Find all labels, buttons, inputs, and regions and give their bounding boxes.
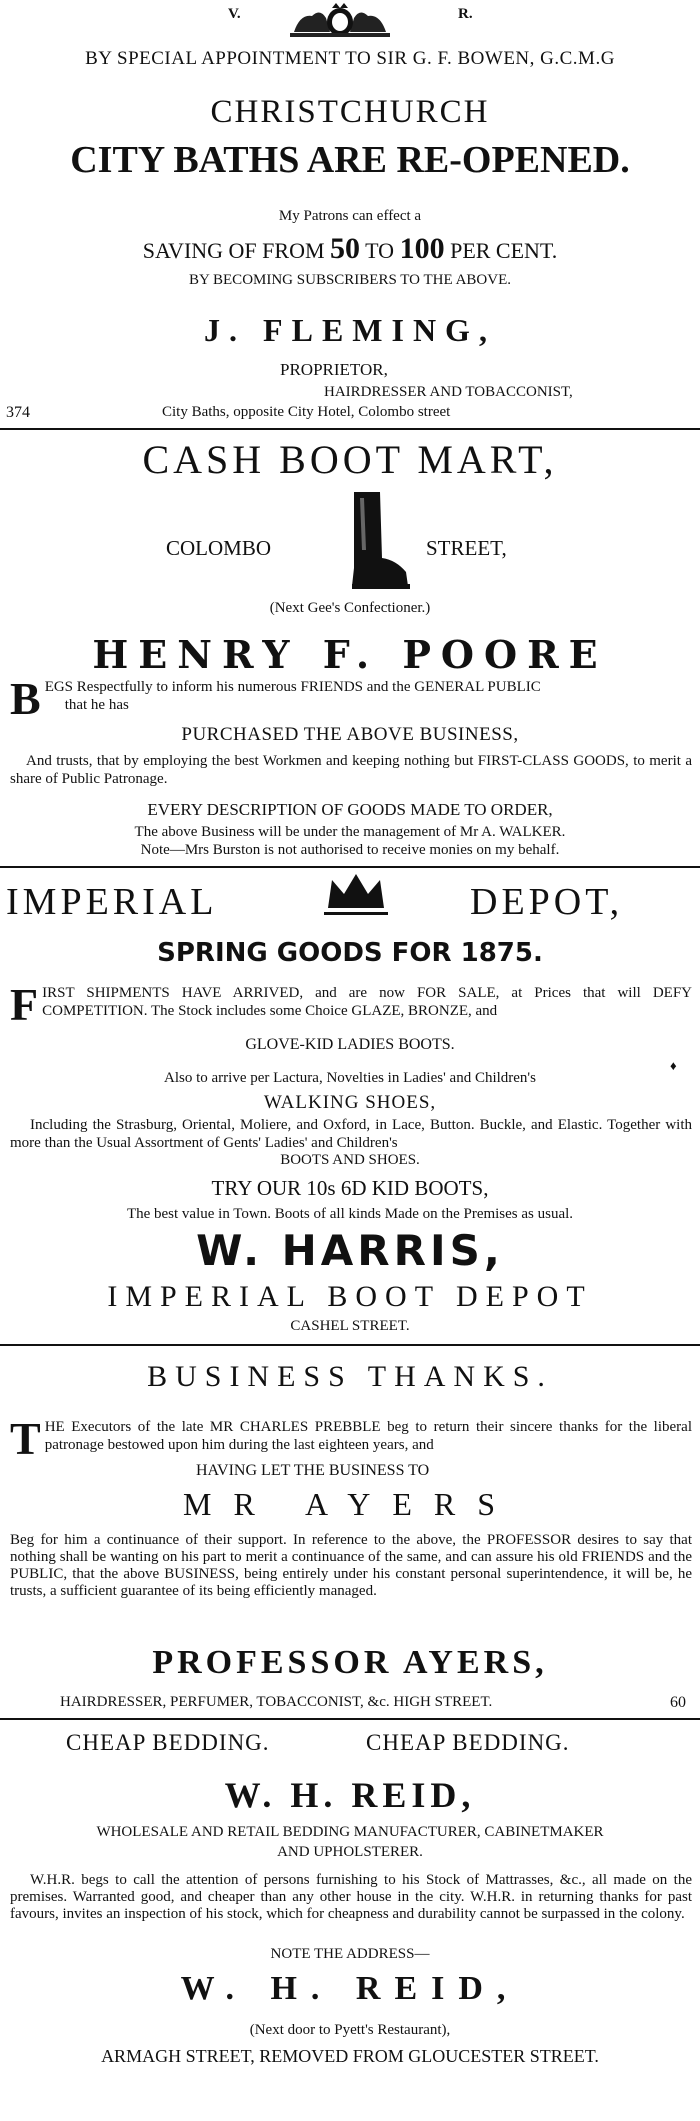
saving-text-b: PER CENT.: [450, 238, 558, 263]
divider-1: [0, 428, 700, 430]
whr-paragraph: W.H.R. begs to call the attention of persons furnishing to his Stock of Mattrasses, &c., all made on the premises. Warranted good, and cheaper than any other house in the city. W.H.R. in returning thanks for past favours, invites an inspection of his stock, which for cheapness and durability cannot be surpassed in the colony.: [10, 1872, 692, 1922]
imperial-boot-depot: IMPERIAL BOOT DEPOT: [107, 1280, 593, 1313]
baths-address: City Baths, opposite City Hotel, Colombo street: [162, 404, 451, 420]
glove-kid-line: GLOVE-KID LADIES BOOTS.: [245, 1036, 455, 1053]
crown-emblem-icon: [316, 872, 396, 922]
patrons-line: My Patrons can effect a: [278, 208, 422, 224]
divider-3: [0, 1344, 700, 1346]
royal-coat-of-arms-icon: [286, 2, 394, 38]
burston-note: Note—Mrs Burston is not authorised to receive monies on my behalf.: [140, 842, 560, 858]
management-line: The above Business will be under the management of Mr A. WALKER.: [134, 824, 566, 840]
baths-headline: CITY BATHS ARE RE-OPENED.: [70, 139, 630, 181]
cheap-bedding-left: CHEAP BEDDING.: [66, 1730, 270, 1755]
spring-goods: SPRING GOODS FOR 1875.: [157, 938, 543, 968]
purchased-line: PURCHASED THE ABOVE BUSINESS,: [181, 724, 519, 745]
every-description: EVERY DESCRIPTION OF GOODS MADE TO ORDER,: [147, 800, 553, 819]
begs-paragraph: [10, 673, 692, 724]
best-value-line: The best value in Town. Boots of all kinds Made on the Premises as usual.: [126, 1206, 574, 1222]
divider-4: [0, 1718, 700, 1720]
royal-cipher-right: R.: [458, 6, 473, 22]
begs-drop-cap: B: [10, 673, 41, 724]
depot-word: DEPOT,: [470, 881, 624, 923]
saving-text-a: SAVING OF FROM: [142, 238, 325, 263]
royal-cipher-left: V.: [228, 6, 241, 22]
including-paragraph: Including the Strasburg, Oriental, Moliere, and Oxford, in Lace, Button. Buckle, and Elastic. Together with more than the Usual Assortment of Gents' Ladies' and Children's: [10, 1117, 692, 1151]
appointment-line: BY SPECIAL APPOINTMENT TO SIR G. F. BOWEN, G.C.M.G: [85, 48, 615, 69]
city-name: CHRISTCHURCH: [210, 94, 490, 130]
walking-shoes: WALKING SHOES,: [263, 1092, 437, 1113]
saving-50: 50: [330, 232, 361, 265]
saving-100: 100: [399, 232, 445, 265]
saving-to: TO: [365, 238, 395, 263]
colombo-label: COLOMBO: [166, 536, 272, 560]
trade-label: HAIRDRESSER AND TOBACCONIST,: [324, 384, 573, 400]
next-door-pyetts: (Next door to Pyett's Restaurant),: [249, 2022, 451, 2038]
trusts-paragraph: And trusts, that by employing the best Workmen and keeping nothing but FIRST-CLASS GOODS, to merit a share of Public Patronage.: [10, 753, 692, 787]
harris-name: W. HARRIS,: [196, 1226, 504, 1275]
boot-mart-title: CASH BOOT MART,: [142, 437, 558, 482]
try-kid-boots: TRY OUR 10s 6D KID BOOTS,: [211, 1176, 489, 1200]
professor-trades: HAIRDRESSER, PERFUMER, TOBACCONIST, &c. HIGH STREET.: [60, 1694, 493, 1710]
reid-name: W. H. REID,: [224, 1775, 476, 1815]
mr-ayers: MR AYERS: [183, 1486, 517, 1522]
business-thanks-title: BUSINESS THANKS.: [147, 1360, 553, 1393]
cheap-bedding-right: CHEAP BEDDING.: [366, 1730, 570, 1755]
henry-poore-name: HENRY F. POORE: [92, 632, 608, 677]
first-shipments-paragraph: [10, 979, 692, 1030]
reid-name-2: W. H. REID,: [180, 1970, 520, 2007]
boots-and-shoes: BOOTS AND SHOES.: [280, 1152, 420, 1168]
wholesale-line: WHOLESALE AND RETAIL BEDDING MANUFACTURER, CABINETMAKER: [96, 1824, 604, 1840]
begs-text: EGS Respectfully to inform his numerous FRIENDS and the GENERAL PUBLIC: [44, 679, 541, 695]
boot-icon: [336, 490, 410, 590]
also-to-arrive: Also to arrive per Lactura, Novelties in Ladies' and Children's: [164, 1070, 536, 1086]
proprietor-label: PROPRIETOR,: [280, 360, 388, 379]
executors-paragraph: [10, 1413, 692, 1464]
beg-paragraph: Beg for him a continuance of their support. In reference to the above, the PROFESSOR desires to say that nothing shall be wanting on his part to merit a continuance of the same, and can assure his old FRIENDS and the PUBLIC, that the above BUSINESS, being entirely under his constant personal superintendence, it will be, he trusts, a sufficient guarantee of its being efficiently managed.: [10, 1532, 692, 1599]
imperial-word: IMPERIAL: [6, 881, 218, 923]
divider-2: [0, 866, 700, 868]
upholsterer-line: AND UPHOLSTERER.: [277, 1844, 423, 1860]
first-shipments-text: IRST SHIPMENTS HAVE ARRIVED, and are now FOR SALE, at Prices that will DEFY COMPETITION. The Stock includes some Choice GLAZE, BRONZE, and: [42, 985, 692, 1019]
executors-drop-cap: T: [10, 1413, 41, 1464]
note-the-address: NOTE THE ADDRESS—: [270, 1946, 430, 1962]
having-let-line: HAVING LET THE BUSINESS TO: [196, 1462, 430, 1479]
first-drop-cap: F: [10, 979, 39, 1030]
professor-ayers: PROFESSOR AYERS,: [152, 1644, 548, 1681]
subscribers-line: BY BECOMING SUBSCRIBERS TO THE ABOVE.: [188, 272, 511, 288]
executors-text: HE Executors of the late MR CHARLES PREBBLE beg to return their sincere thanks for the liberal patronage bestowed upon him during the last eighteen years, and: [44, 1419, 692, 1453]
cashel-street: CASHEL STREET.: [290, 1318, 410, 1334]
armagh-street: ARMAGH STREET, REMOVED FROM GLOUCESTER STREET.: [101, 2046, 599, 2066]
street-label: STREET,: [426, 536, 507, 560]
ink-mark-icon: ♦: [670, 1058, 677, 1073]
saving-line: [0, 232, 700, 266]
ad-number-374: 374: [6, 404, 30, 421]
next-to-gees: (Next Gee's Confectioner.): [269, 600, 431, 616]
ad-number-60: 60: [670, 1694, 686, 1711]
fleming-name: J. FLEMING,: [204, 312, 496, 348]
that-he-has: that he has: [64, 697, 129, 713]
